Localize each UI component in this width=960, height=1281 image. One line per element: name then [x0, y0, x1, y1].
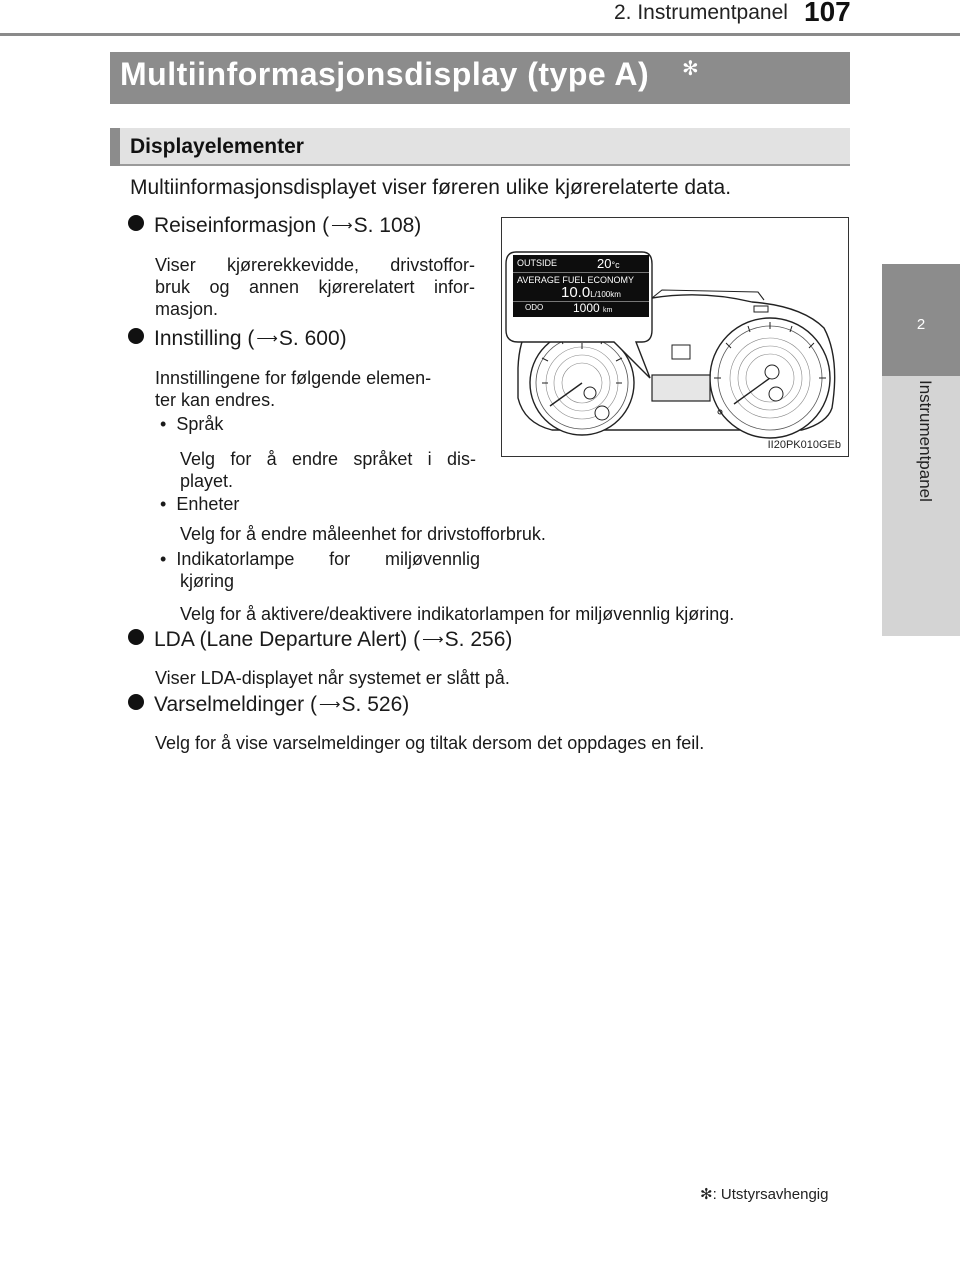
page-number: 107: [804, 0, 851, 27]
item-heading: Innstilling ( ⟶S. 600): [128, 327, 347, 351]
figure-code: II20PK010GEb: [767, 439, 841, 451]
outside-temp-label: OUTSIDE: [517, 258, 558, 268]
item-heading: Reiseinformasjon ( ⟶S. 108): [128, 214, 421, 238]
item-heading: LDA (Lane Departure Alert) ( ⟶S. 256): [128, 628, 512, 652]
instrument-cluster-figure: [501, 217, 849, 457]
arrow-right-icon: ⟶: [422, 631, 444, 648]
sub-item-description: Velg for å endre måleenhet for drivstofforbruk.: [180, 524, 546, 544]
intro-paragraph: Multiinformasjonsdisplayet viser føreren ulike kjørerelaterte data.: [130, 176, 732, 199]
optional-equipment-marker: ✻: [700, 1186, 713, 1203]
arrow-right-icon: ⟶: [319, 696, 341, 713]
sub-bullet-item: • Språk: [160, 414, 224, 434]
multi-information-display: [513, 255, 649, 317]
chapter-tab-number: 2: [882, 264, 960, 376]
sub-item-description: Velg for å aktivere/deaktivere indikatorlampen for miljøvennlig kjøring.: [180, 604, 735, 624]
item-description: Viser LDA-displayet når systemet er slått på.: [155, 668, 510, 688]
optional-equipment-marker: ✻: [682, 58, 699, 80]
header-rule: [0, 33, 960, 36]
running-header-section: 2. Instrumentpanel: [614, 1, 788, 24]
arrow-right-icon: ⟶: [256, 330, 278, 347]
bullet-icon: [128, 215, 144, 231]
subsection-title: Displayelementer: [130, 135, 304, 158]
instrument-cluster-illustration: [502, 218, 848, 456]
fuel-economy-label: AVERAGE FUEL ECONOMY: [517, 275, 635, 285]
bullet-icon: [128, 328, 144, 344]
arrow-right-icon: ⟶: [331, 217, 353, 234]
item-description: Viser kjørerekkevidde, drivstoffor- bruk og annen kjørerelatert infor- masjon.: [155, 255, 475, 319]
odometer-value: 1000 km: [573, 301, 613, 315]
item-description: Velg for å vise varselmeldinger og tiltak dersom det oppdages en feil.: [155, 733, 705, 753]
sub-item-description: Velg for å endre språket i dis- playet.: [180, 449, 476, 491]
outside-temp-value: 20°c: [597, 256, 620, 271]
bullet-icon: [128, 694, 144, 710]
sub-bullet-item: • Enheter: [160, 494, 240, 514]
display-divider: [513, 272, 649, 273]
subsection-accent: [110, 128, 120, 166]
odometer-label: ODO: [525, 303, 544, 312]
fuel-economy-value: 10.0L/100km: [561, 284, 621, 301]
item-heading: Varselmeldinger ( ⟶S. 526): [128, 693, 409, 717]
bullet-icon: [128, 629, 144, 645]
sub-bullet-item: • Indikatorlampe for miljøvennlig kjøring: [160, 549, 480, 591]
item-description: Innstillingene for følgende elemen- ter kan endres.: [155, 368, 432, 410]
section-title: Multiinformasjonsdisplay (type A): [120, 56, 650, 92]
chapter-tab-label: Instrumentpanel: [916, 380, 935, 502]
footnote: ✻: Utstyrsavhengig: [700, 1186, 829, 1203]
